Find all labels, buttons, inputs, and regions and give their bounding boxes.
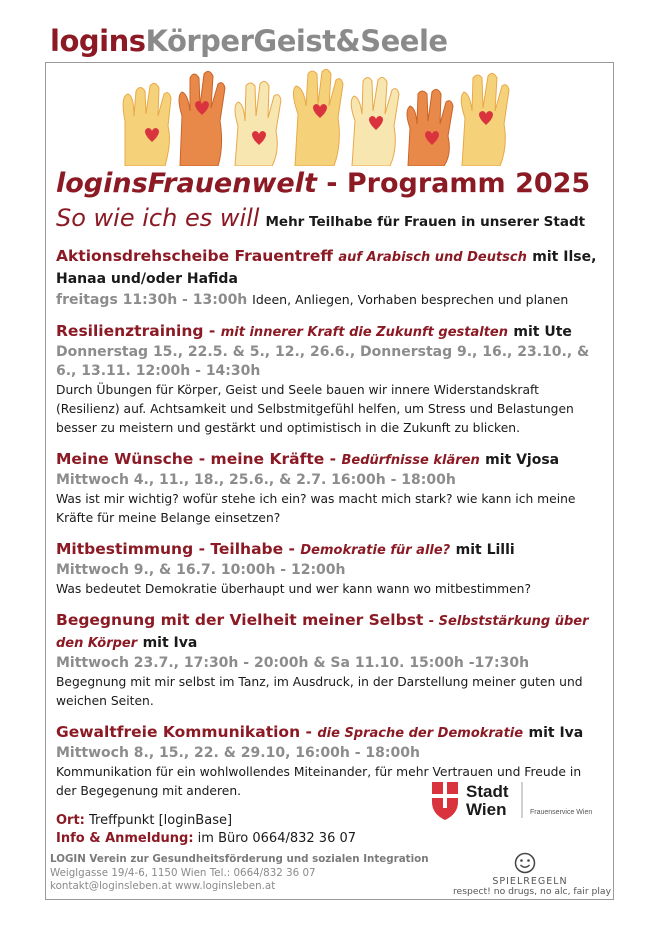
hand-6 — [407, 89, 453, 166]
program-subtitle: - Selbststärkung über den Körper — [56, 614, 589, 651]
hand-7 — [461, 73, 509, 166]
program-list — [56, 246, 604, 812]
program-subtitle: Bedürfnisse klären — [341, 453, 480, 468]
brand-tagline: KörperGeist&Seele — [145, 24, 448, 58]
program-item — [56, 246, 604, 310]
program-item — [56, 449, 604, 528]
program-trainer: mit Ute — [513, 324, 572, 340]
program-title-text: Resilienztraining - — [56, 322, 216, 340]
subtitle-claim: Mehr Teilhabe für Frauen in unserer Stadt — [265, 214, 586, 230]
hand-2 — [179, 71, 225, 166]
brand-logins: logins — [50, 24, 146, 58]
program-dates — [56, 290, 604, 310]
program-heading — [56, 246, 604, 290]
program-item — [56, 321, 604, 438]
program-subtitle: Demokratie für alle? — [300, 543, 451, 558]
spielregeln-title: SPIELREGELN — [492, 876, 568, 887]
program-title-text: Begegnung mit der Vielheit meiner Selbst — [56, 611, 424, 629]
title-italic: loginsFrauenwelt — [56, 168, 317, 199]
smiley-icon — [514, 852, 536, 874]
program-dates: Donnerstag 15., 22.5. & 5., 12., 26.6., Donnerstag 9., 16., 23.10., & 6., 13.11. 12:00h - 14:30h — [56, 344, 590, 379]
location-info — [56, 812, 356, 848]
registration-line — [56, 830, 356, 848]
footer — [50, 853, 429, 894]
brand-header — [50, 24, 448, 58]
program-description: Was ist mir wichtig? wofür stehe ich ein? was macht mich stark? wie kann ich meine Kräfte für meine Belange einsetzen? — [56, 492, 576, 525]
program-title — [56, 168, 590, 199]
program-trainer: mit Lilli — [455, 542, 515, 558]
program-heading — [56, 722, 604, 744]
program-subtitle: auf Arabisch und Deutsch — [338, 250, 527, 265]
logo-service: Frauenservice Wien — [530, 809, 593, 816]
title-rest: - Programm 2025 — [316, 168, 591, 199]
program-title-text: Mitbestimmung - Teilhabe - — [56, 540, 295, 558]
hand-3 — [235, 81, 281, 166]
program-title-text: Gewaltfreie Kommunikation - — [56, 723, 312, 741]
spielregeln-text: respect! no drugs, no alc, fair play — [452, 886, 612, 897]
program-dates: Mittwoch 4., 11., 18., 25.6., & 2.7. 16:00h - 18:00h — [56, 472, 456, 488]
program-item — [56, 610, 604, 711]
program-heading — [56, 539, 604, 561]
program-dates: Mittwoch 8., 15., 22. & 29.10, 16:00h - 18:00h — [56, 745, 420, 761]
subtitle-motto: So wie ich es will — [56, 204, 260, 232]
subtitle — [56, 204, 585, 232]
registration-label: Info & Anmeldung: — [56, 831, 194, 846]
program-trainer: mit Vjosa — [485, 452, 560, 468]
program-subtitle: die Sprache der Demokratie — [317, 726, 524, 741]
hand-1 — [123, 83, 171, 166]
program-item — [56, 539, 604, 599]
hand-4 — [293, 69, 343, 166]
program-description: Begegnung mit mir selbst im Tanz, im Ausdruck, in der Darstellung meiner guten und weichen Seiten. — [56, 675, 583, 708]
program-heading — [56, 321, 604, 343]
program-title-text: Aktionsdrehscheibe Frauentreff — [56, 247, 333, 265]
footer-address: Weiglgasse 19/4-6, 1150 Wien Tel.: 0664/832 36 07 — [50, 866, 316, 879]
program-trainer: mit Iva — [142, 635, 198, 651]
program-heading — [56, 610, 604, 654]
dates-text: freitags 11:30h - 13:00h — [56, 292, 248, 308]
hand-5 — [351, 77, 399, 166]
program-dates: Mittwoch 9., & 16.7. 10:00h - 12:00h — [56, 562, 346, 578]
program-dates: Mittwoch 23.7., 17:30h - 20:00h & Sa 11.10. 15:00h -17:30h — [56, 655, 530, 671]
program-description: Durch Übungen für Körper, Geist und Seele bauen wir innere Widerstandskraft (Resilienz) auf. Achtsamkeit und Selbstmitgefühl helfen, um Stress und Belastungen besser zu meistern und gestärkt und optimistisch in die Zukunft zu blicken. — [56, 383, 574, 435]
footer-contact: kontakt@loginsleben.at www.loginsleben.at — [50, 880, 276, 892]
program-subtitle: mit innerer Kraft die Zukunft gestalten — [220, 325, 509, 340]
dates-description: Ideen, Anliegen, Vorhaben besprechen und planen — [252, 292, 569, 307]
registration-value: im Büro 0664/832 36 07 — [197, 831, 357, 846]
logo-line1: Stadt — [466, 782, 509, 801]
stadt-wien-logo — [430, 778, 605, 822]
raised-hands-illustration — [110, 66, 540, 166]
location-label: Ort: — [56, 813, 85, 828]
program-title-text: Meine Wünsche - meine Kräfte - — [56, 450, 337, 468]
location-value: Treffpunkt [loginBase] — [89, 813, 233, 828]
program-heading — [56, 449, 604, 471]
program-description: Was bedeutet Demokratie überhaupt und wer kann wann wo mitbestimmen? — [56, 582, 531, 596]
location-line — [56, 812, 356, 830]
logo-line2: Wien — [466, 800, 507, 819]
program-trainer: mit Ilse, Hanaa und/oder Hafida — [56, 249, 597, 287]
footer-org: LOGIN Verein zur Gesundheitsförderung und sozialen Integration — [50, 853, 429, 865]
program-trainer: mit Iva — [528, 725, 584, 741]
program-description: Kommunikation für ein wohlwollendes Miteinander, für mehr Vertrauen und Freude in der Begegenung mit anderen. — [56, 765, 582, 798]
